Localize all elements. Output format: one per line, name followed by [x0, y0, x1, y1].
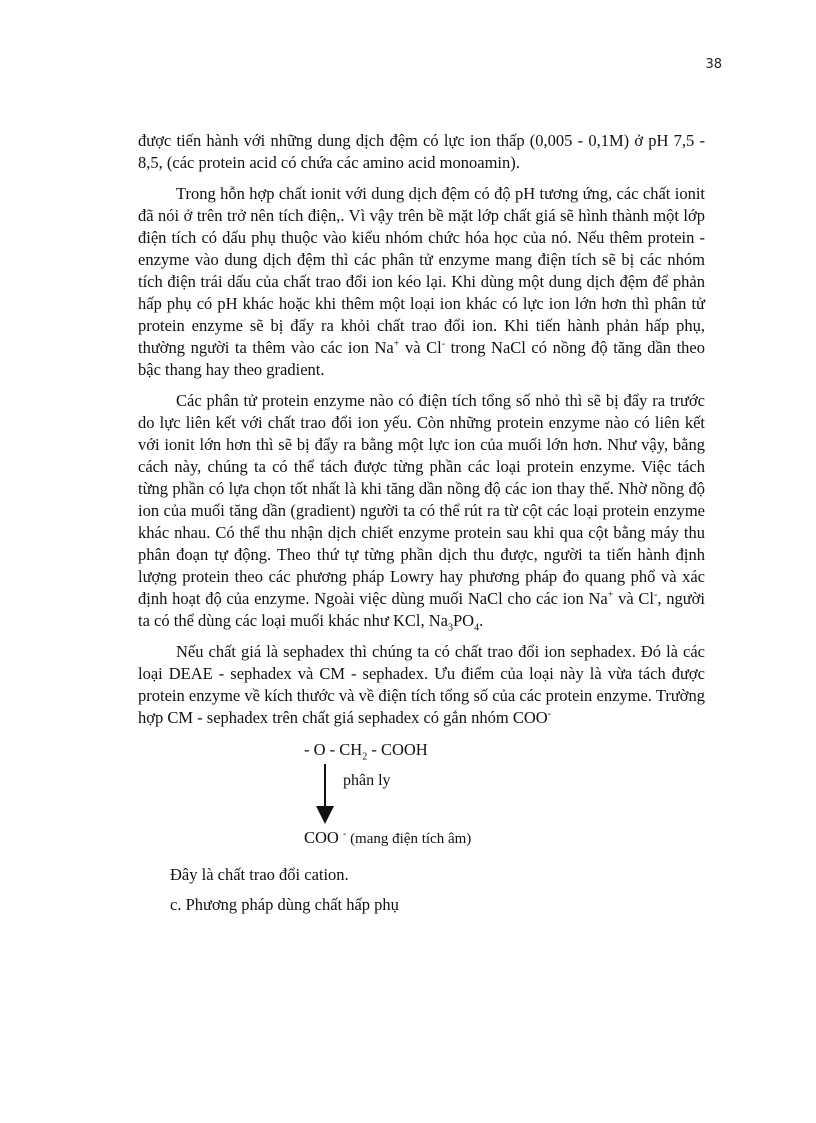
paragraph-3 [138, 390, 705, 632]
superscript-plus: + [393, 338, 400, 350]
superscript-minus: - [441, 338, 446, 350]
formula-arrow-row [138, 762, 705, 826]
subscript-3: 3 [447, 622, 453, 634]
formula-product-note: (mang điện tích âm) [346, 831, 472, 847]
formula-reactant-text-b: - COOH [367, 740, 428, 759]
formula-product [138, 826, 705, 850]
paragraph-3-text-a: Các phân tử protein enzyme nào có điện tích tổng số nhỏ thì sẽ bị đẩy ra trước do lực liên kết với chất trao đổi ion yếu. Còn những protein enzyme nào có liên kết với ionit lớn hơn thì sẽ bị đẩy ra bằng một lực ion của muối lớn hơn. Như vậy, bằng cách này, chúng ta có thể tách được từng phần các loại protein enzyme. Việc tách từng phần có lựa chọn tốt nhất là khi tăng dần nồng độ các ion thay thế. Nhờ nồng độ ion của muối tăng dần (gradient) người ta có thể rút ra từ cột các loại protein enzyme khác nhau. Có thể thu nhận dịch chiết enzyme protein sau khi qua cột bằng máy thu phân đoạn tự động. Theo thứ tự từng phần dịch thu được, người ta tiến hành định lượng protein theo các phương pháp Lowry hay phương pháp đo quang phổ và xác định hoạt độ của enzyme. Ngoài việc dùng muối NaCl cho các ion Na [138, 391, 705, 608]
paragraph-3-text-c: , người ta có thể dùng các loại muối khác như KCl, Na [138, 589, 705, 630]
paragraph-2-text-a: Trong hỗn hợp chất ionit với dung dịch đệm có độ pH tương ứng, các chất ionit đã nói ở trên trở nên tích điện,. Vì vậy trên bề mặt lớp chất giá sẽ hình thành một lớp điện tích có dấu phụ thuộc vào kiểu nhóm chức hóa học của nó. Nếu thêm protein - enzyme vào dung dịch đệm thì các phân tử enzyme mang điện tích sẽ bị các nhóm tích điện trái dấu của chất trao đổi ion kéo lại. Khi dùng một dung dịch đệm để phản hấp phụ có pH khác hoặc khi thêm một loại ion khác có lực ion lớn hơn thì phân tử protein enzyme sẽ bị đẩy ra khỏi chất trao đổi ion. Khi tiến hành phản hấp phụ, thường người ta thêm vào các ion Na [138, 184, 705, 357]
page-number: 38 [705, 57, 722, 72]
page-body [138, 130, 705, 924]
paragraph-3-text-d: PO [452, 611, 475, 630]
subscript-4: 4 [474, 622, 480, 634]
paragraph-1: được tiến hành với những dung dịch đệm có lực ion thấp (0,005 - 0,1M) ở pH 7,5 - 8,5, (các protein acid có chứa các amino acid monoamin). [138, 131, 705, 172]
formula-product-text: COO [304, 828, 343, 847]
paragraph-2 [138, 183, 705, 381]
section-heading-adsorbent-method: c. Phương pháp dùng chất hấp phụ [170, 895, 399, 914]
formula-reactant-text-a: - O - CH [304, 740, 363, 759]
arrow-label: phân ly [343, 772, 391, 789]
superscript-minus: - [342, 828, 347, 840]
paragraph-3-text-e: . [479, 611, 484, 630]
down-arrow-icon [316, 806, 334, 824]
paragraph-2-text-b: và Cl [399, 338, 442, 357]
superscript-plus: + [607, 589, 614, 601]
down-arrow-shaft [324, 764, 326, 808]
paragraph-3-text-b: và Cl [613, 589, 655, 608]
cation-exchanger-line: Đây là chất trao đổi cation. [170, 865, 349, 884]
dissociation-formula [138, 738, 705, 850]
paragraph-4-text-a: Nếu chất giá là sephadex thì chúng ta có chất trao đổi ion sephadex. Đó là các loại DEAE - sephadex và CM - sephadex. Ưu điểm của loại này là vừa tách được protein enzyme về kích thước và về điện tích tổng số của các protein enzyme. Trường hợp CM - sephadex trên chất giá sephadex có gắn nhóm COO [138, 642, 705, 727]
superscript-minus: - [654, 589, 658, 601]
subscript-2: 2 [362, 751, 368, 763]
paragraph-2-text-c: trong NaCl có nồng độ tăng dần theo bậc thang hay theo gradient. [138, 338, 705, 379]
paragraph-4 [138, 641, 705, 729]
superscript-minus: - [547, 708, 552, 720]
formula-reactant [138, 738, 705, 762]
